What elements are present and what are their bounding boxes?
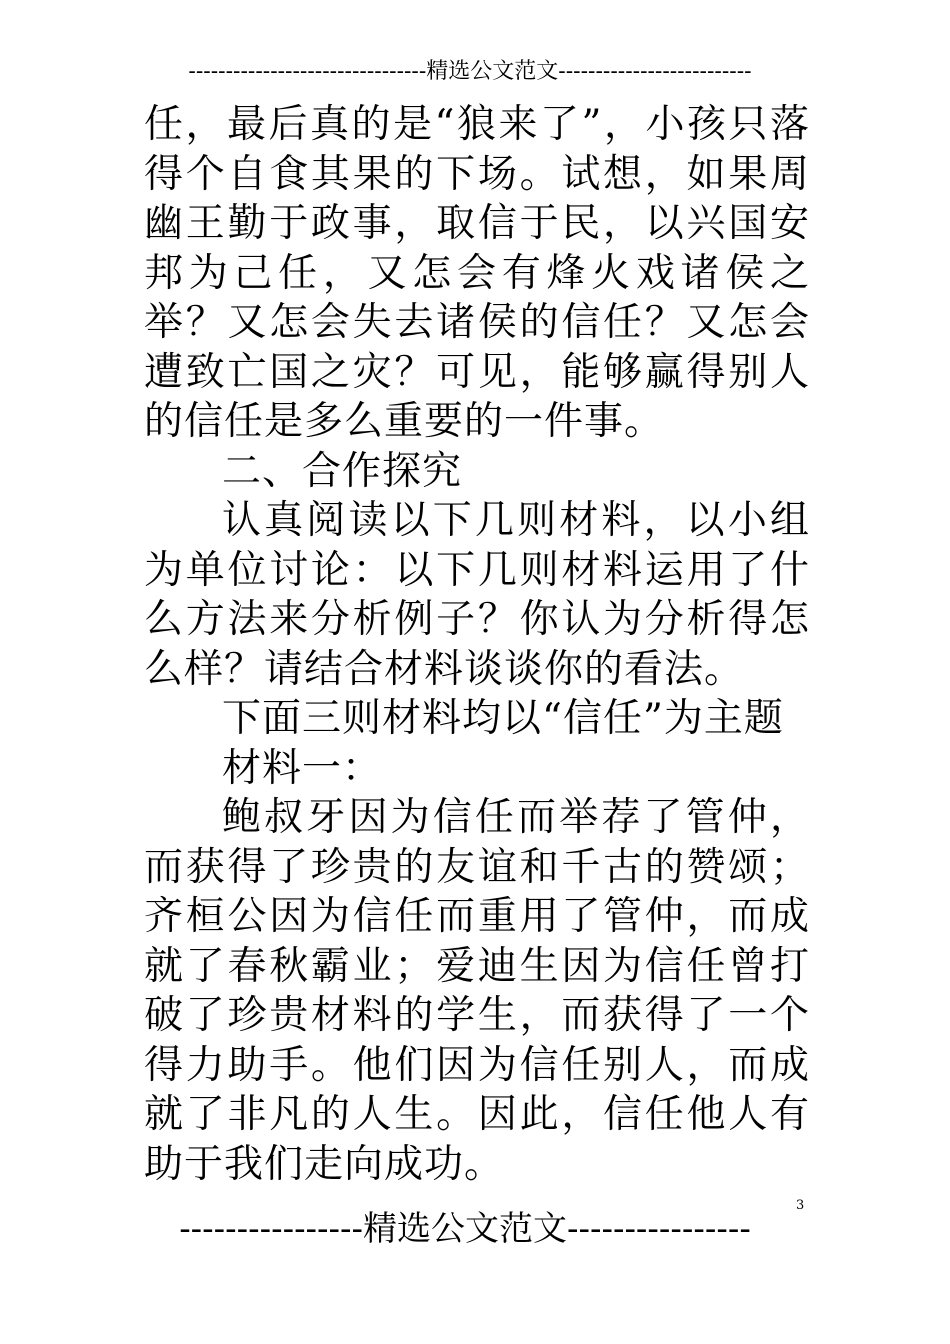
paragraph-material-one: 鲍叔牙因为信任而举荐了管仲，而获得了珍贵的友谊和千古的赞颂；齐桓公因为信任而重用了管仲，而成就了春秋霸业；爱迪生因为信任曾打破了珍贵材料的学生，而获得了一个得力助手。他们因为信任别人，而成就了非凡的人生。因此，信任他人有助于我们走向成功。 <box>144 795 810 1187</box>
paragraph-continuation: 任，最后真的是“狼来了”，小孩只落得个自食其果的下场。试想，如果周幽王勤于政事，取信于民，以兴国安邦为己任，又怎会有烽火戏诸侯之举？又怎会失去诸侯的信任？又怎会遭致亡国之灾？可见，能够赢得别人的信任是多么重要的一件事。 <box>144 102 810 444</box>
page-number: 3 <box>796 1198 805 1213</box>
material-label: 材料一： <box>222 745 383 791</box>
paragraph-instruction: 认真阅读以下几则材料，以小组为单位讨论：以下几则材料运用了什么方法来分析例子？你认为分析得怎么样？请结合材料谈谈你的看法。 <box>144 498 810 692</box>
page-header: --------------------------------精选公文范文-------------------------- <box>188 59 752 84</box>
section-heading: 二、合作探究 <box>222 448 463 494</box>
paragraph-theme: 下面三则材料均以“信任”为主题 <box>222 696 784 741</box>
document-body <box>144 100 810 1189</box>
page-footer: ----------------精选公文范文---------------- <box>179 1209 751 1249</box>
